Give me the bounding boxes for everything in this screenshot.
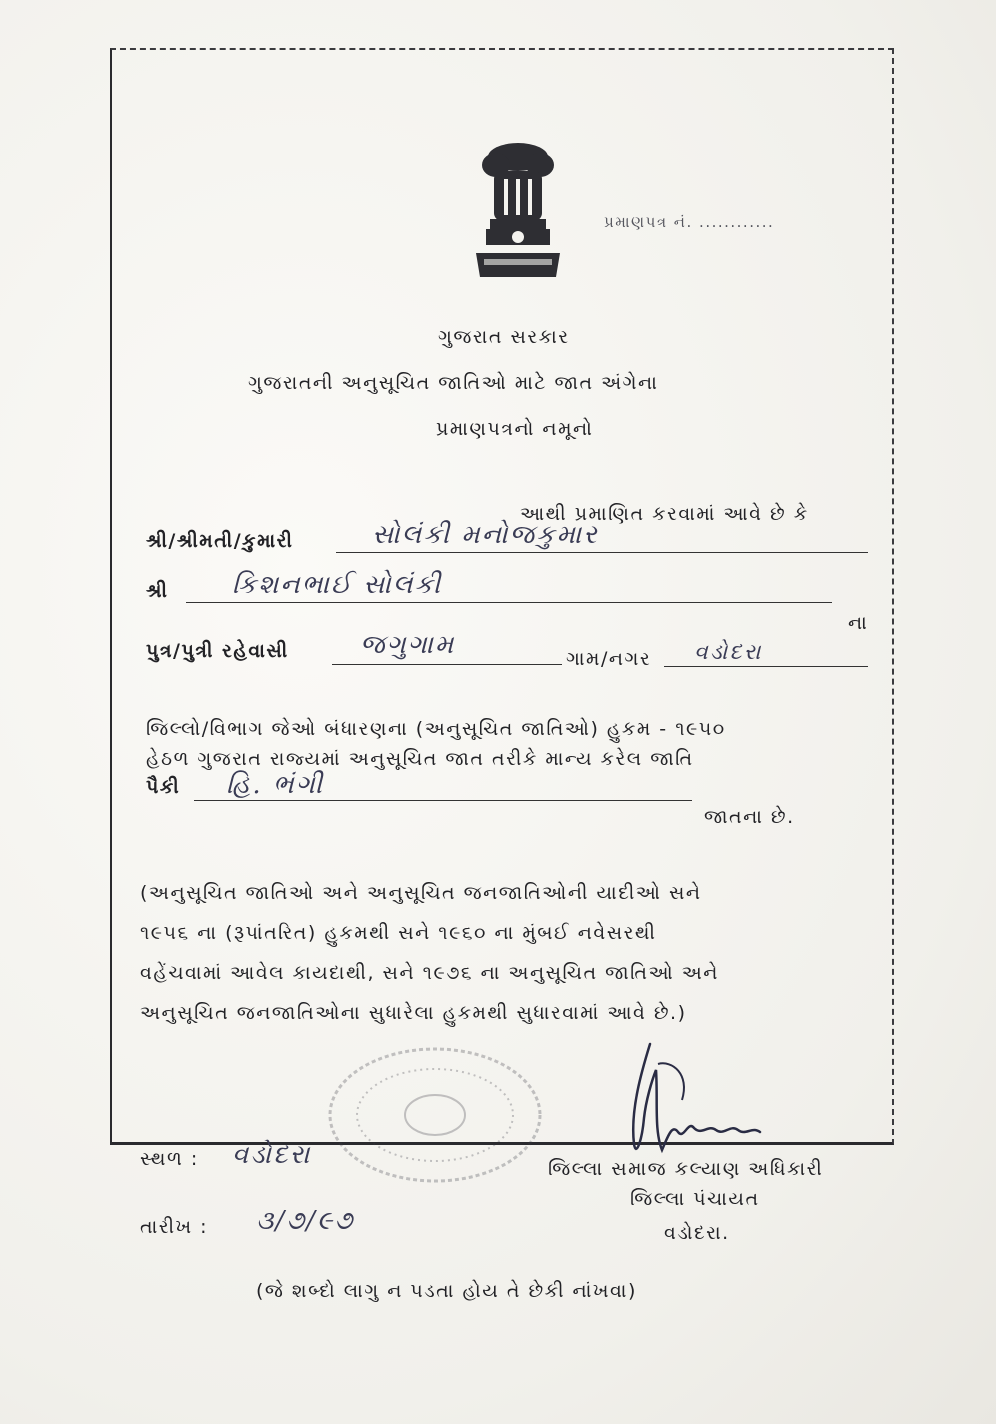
paragraph-line-1: જિલ્લો/વિભાગ જેઓ બંધારણના (અનુસૂચિત જાતિઓ) હુકમ - ૧૯૫૦ bbox=[146, 718, 726, 740]
officer-office: જિલ્લા પંચાયત bbox=[630, 1188, 760, 1210]
salutation-label: શ્રી/શ્રીમતી/કુમારી bbox=[146, 530, 294, 552]
note-line-3: વહેંચવામાં આવેલ કાયદાથી, સને ૧૯૭૬ ના અનુસૂચિત જાતિઓ અને bbox=[140, 962, 719, 984]
paragraph-line-2: હેઠળ ગુજરાત રાજ્યમાં અનુસૂચિત જાત તરીકે માન્ય કરેલ જાતિ bbox=[146, 748, 694, 770]
name-underline bbox=[336, 552, 868, 553]
father-underline bbox=[186, 602, 832, 603]
village-label: ગામ/નગર bbox=[566, 648, 652, 670]
father-label: શ્રી bbox=[146, 580, 169, 602]
footer-note: (જે શબ્દો લાગુ ન પડતા હોય તે છેકી નાંખવા) bbox=[256, 1280, 637, 1302]
residence-label: પુત્ર/પુત્રી રહેવાસી bbox=[146, 640, 289, 662]
certificate-number-label: પ્રમાણપત્ર નં. bbox=[604, 213, 693, 231]
certificate-number-value: ............ bbox=[699, 213, 775, 231]
place-label: સ્થળ : bbox=[140, 1148, 199, 1170]
caste-handwritten: હિ. ભંગી bbox=[226, 770, 325, 800]
na-suffix: ના bbox=[848, 612, 869, 634]
note-line-2: ૧૯૫૬ ના (રૂપાંતરિત) હુકમથી સને ૧૯૬૦ ના મુંબઈ નવેસરથી bbox=[140, 922, 657, 944]
certificate-subtitle: ગુજરાતની અનુસૂચિત જાતિઓ માટે જાત અંગેના bbox=[248, 372, 659, 394]
residence-handwritten: જગુગામ bbox=[360, 630, 456, 660]
national-emblem-icon bbox=[468, 135, 568, 280]
caste-suffix: જાતના છે. bbox=[704, 806, 795, 828]
officer-designation: જિલ્લા સમાજ કલ્યાણ અધિકારી bbox=[548, 1158, 824, 1180]
residence-underline bbox=[332, 664, 562, 665]
form-title: પ્રમાણપત્રનો નમૂનો bbox=[436, 418, 594, 440]
note-line-4: અનુસૂચિત જનજાતિઓના સુધારેલા હુકમથી સુધારવામાં આવે છે.) bbox=[140, 1002, 687, 1024]
village-handwritten: વડોદરા bbox=[694, 640, 763, 665]
place-handwritten: વડોદરા bbox=[232, 1140, 312, 1170]
officer-district: વડોદરા. bbox=[664, 1222, 730, 1244]
village-underline bbox=[664, 666, 868, 667]
certify-statement: આથી પ્રમાણિત કરવામાં આવે છે કે bbox=[520, 503, 809, 525]
government-heading: ગુજરાત સરકાર bbox=[438, 326, 570, 348]
person-name-handwritten: સોલંકી મનોજકુમાર bbox=[372, 520, 599, 550]
caste-label: પૈકી bbox=[146, 776, 181, 798]
official-seal-stamp bbox=[320, 1040, 550, 1190]
note-line-1: (અનુસૂચિત જાતિઓ અને અનુસૂચિત જનજાતિઓની યાદીઓ સને bbox=[140, 882, 702, 904]
father-name-handwritten: કિશનભાઈ સોલંકી bbox=[232, 570, 443, 600]
officer-signature bbox=[612, 1040, 777, 1170]
date-handwritten: ૩/૭/૯૭ bbox=[256, 1206, 355, 1236]
date-label: તારીખ : bbox=[140, 1216, 209, 1238]
